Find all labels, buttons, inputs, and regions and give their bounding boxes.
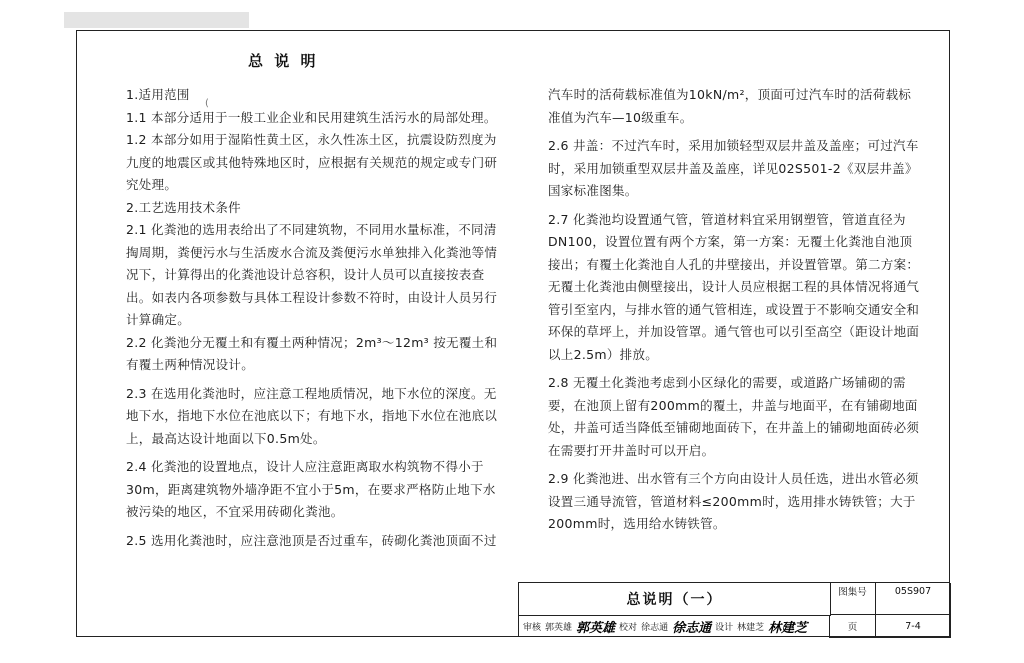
clause-1-2: 1.2 本部分如用于湿陷性黄土区，永久性冻土区，抗震设防烈度为九度的地震区或其他特殊地区时，应根据有关规范的规定或专门研究处理。 (126, 132, 498, 192)
clause-2-7: 2.7 化粪池均设置通气管，管道材料宜采用钢塑管，管道直径为DN100，设置位置有两个方案，第一方案：无覆土化粪池自池顶接出；有覆土化粪池自人孔的井壁接出，并设置管罩。第二方案：无覆土化粪池由侧壁接出，设计人员应根据工程的具体情况将通气管引至室内，与排水管的通气管相连，或设置于不影响交通安全和环保的草坪上，并加设管罩。通气管也可以引至高空（距设计地面以上2.5m）排放。 (548, 211, 920, 362)
page-label: 页 (830, 615, 876, 638)
atlas-number-spacer (830, 599, 876, 615)
clause-2-4: 2.4 化粪池的设置地点，设计人应注意距离取水构筑物不得小于30m，距离建筑物外墙净距不宜小于5m，在要求严格防止地下水被污染的地区，不宜采用砖砌化粪池。 (126, 459, 496, 519)
signature-row (519, 615, 830, 638)
clause-2-5-continued: 汽车时的活荷载标准值为10kN/m²，顶面可过汽车时的活荷载标准值为汽车—10级重车。 (548, 87, 912, 125)
clause-2-5: 2.5 选用化粪池时，应注意池顶是否过重车，砖砌化粪池顶面不过 (126, 532, 497, 548)
design-name: 林建芝 (737, 623, 765, 633)
section-heading-process: 2.工艺选用技术条件 (126, 199, 241, 215)
clause-1-1: 1.1 本部分适用于一般工业企业和民用建筑生活污水的局部处理。 (126, 109, 497, 125)
check-signature: 徐志通 (672, 621, 712, 636)
scan-edge-strip (64, 12, 249, 28)
check-label: 校对 (619, 623, 638, 633)
page-title: 总 说 明 (248, 52, 319, 70)
clause-2-3: 2.3 在选用化粪池时，应注意工程地质情况，地下水位的深度。无地下水，指地下水位在池底以下；有地下水，指地下水位在池底以上，最高达设计地面以下0.5m处。 (126, 385, 498, 446)
review-label: 审核 (523, 623, 542, 633)
review-name: 郭英雄 (545, 623, 573, 633)
section-heading-scope: 1.适用范围 (126, 87, 190, 102)
clause-2-6: 2.6 井盖：不过汽车时，采用加锁轻型双层井盖及盖座；可过汽车时，采用加锁重型双层井盖及盖座，详见02S501-2《双层井盖》国家标准图集。 (548, 138, 919, 198)
margin-mark: ( (205, 98, 209, 109)
sheet-title: 总说明（一） (519, 583, 831, 616)
clause-2-8: 2.8 无覆土化粪池考虑到小区绿化的需要，或道路广场铺砌的需要，在池顶上留有200mm的覆土，井盖与地面平，在有铺砌地面处，井盖可适当降低至铺砌地面砖下，在井盖上的铺砌地面砖必须在需要打开井盖时可以开启。 (548, 375, 920, 458)
page-number: 7-4 (876, 615, 951, 638)
design-label: 设计 (715, 623, 734, 633)
clause-2-2: 2.2 化粪池分无覆土和有覆土两种情况；2m³～12m³ 按无覆土和有覆土两种情况设计。 (126, 334, 498, 372)
left-text-column (126, 84, 498, 552)
check-name: 徐志通 (641, 623, 669, 633)
clause-2-1: 2.1 化粪池的选用表给出了不同建筑物，不同用水量标准，不同清掏周期，粪便污水与生活废水合流及粪便污水单独排入化粪池等情况下，计算得出的化粪池设计总容积，设计人员可以直接按表查出。如表内各项参数与具体工程设计参数不符时，由设计人员另行计算确定。 (126, 222, 498, 327)
design-signature: 林建芝 (768, 621, 808, 636)
title-block (518, 582, 950, 637)
atlas-number-label: 图集号 (830, 583, 876, 599)
clause-2-9: 2.9 化粪池进、出水管有三个方向由设计人员任选，进出水管必须设置三通导流管，管道材料≤200mm时，选用排水铸铁管；大于200mm时，选用给水铸铁管。 (548, 471, 919, 531)
review-signature: 郭英雄 (576, 621, 616, 636)
atlas-number: 05S907 (876, 583, 951, 599)
atlas-number-spacer-2 (876, 599, 951, 615)
right-text-column (548, 84, 920, 536)
